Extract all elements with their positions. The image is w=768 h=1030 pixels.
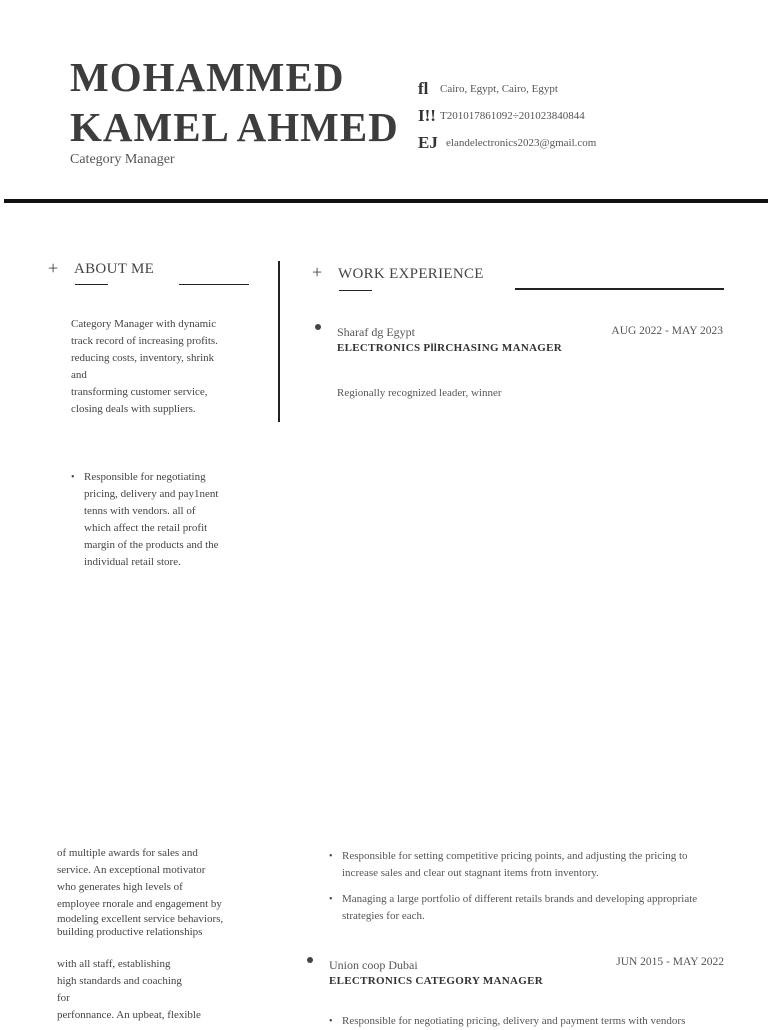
job-company: Union coop Dubai bbox=[329, 958, 418, 972]
about-continued bbox=[57, 845, 272, 939]
about-heading: ABOUT ME bbox=[74, 261, 155, 277]
about-bullet-line: margin of the products and the bbox=[84, 539, 219, 551]
job-title: ELECTRONICS CATEGORY MANAGER bbox=[329, 975, 543, 987]
job-bullet: • Responsible for setting competitive pricing points, and adjusting the pricing to increase sales and clear out stagnant items frotn inventory. bbox=[329, 848, 719, 882]
location-icon: fl bbox=[418, 79, 429, 98]
contact-phone bbox=[418, 105, 596, 127]
job-bullet: • Responsible for negotiating pricing, delivery and payment terms with vendors bbox=[329, 1013, 729, 1030]
job-bullets bbox=[329, 1013, 729, 1030]
job-dates: AUG 2022 - MAY 2023 bbox=[611, 325, 723, 337]
work-heading-underline bbox=[339, 290, 372, 291]
header-divider bbox=[4, 199, 768, 203]
job-title: ELECTRONICS PllRCHASING MANAGER bbox=[337, 342, 563, 354]
job-summary: Regionally recognized leader, winner bbox=[337, 387, 502, 399]
phone-icon: I!! bbox=[418, 106, 436, 125]
job-dates: JUN 2015 - MAY 2022 bbox=[616, 956, 724, 968]
timeline-dot bbox=[315, 324, 321, 330]
about-bullet bbox=[71, 469, 271, 571]
about-heading-underline bbox=[75, 284, 108, 285]
about-bullet-line: tenns with vendors. all of bbox=[84, 505, 196, 517]
timeline-dot bbox=[307, 957, 313, 963]
about-continued-line: high standards and coaching bbox=[57, 975, 182, 987]
work-heading-rule bbox=[515, 288, 724, 290]
about-heading-rule bbox=[179, 284, 249, 285]
candidate-title: Category Manager bbox=[70, 152, 175, 167]
job-bullet: • Managing a large portfolio of different retails brands and developing appropriate strategies for each. bbox=[329, 891, 719, 925]
about-plus-icon: + bbox=[48, 258, 59, 278]
about-line: closing deals with suppliers. bbox=[71, 403, 196, 415]
about-continued-line: service. An exceptional motivator bbox=[57, 864, 206, 876]
bullet-marker: • bbox=[71, 472, 75, 483]
about-line: Category Manager with dynamic bbox=[71, 318, 217, 330]
about-continued-line: with all staff, establishing bbox=[57, 958, 171, 970]
about-line: reducing costs, inventory, shrink bbox=[71, 352, 215, 364]
about-continued-2 bbox=[57, 956, 272, 1024]
contact-email-text: elandelectronics2023@gmail.com bbox=[446, 137, 597, 149]
about-continued-line: of multiple awards for sales and bbox=[57, 847, 198, 859]
about-line: transforming customer service, bbox=[71, 386, 208, 398]
about-continued-line: modeling excellent service behaviors, bbox=[57, 913, 224, 925]
about-continued-line: employee rnorale and engagement by bbox=[57, 898, 222, 910]
contact-list bbox=[418, 78, 596, 154]
work-plus-icon: + bbox=[312, 262, 323, 282]
about-bullet-line: Responsible for negotiating bbox=[84, 471, 206, 483]
job-company: Sharaf dg Egypt bbox=[337, 325, 415, 339]
about-continued-line: perfonnance. An upbeat, flexible bbox=[57, 1009, 201, 1021]
about-bullet-line: individual retail store. bbox=[84, 556, 181, 568]
about-line: track record of increasing profits. bbox=[71, 335, 218, 347]
about-line: and bbox=[71, 369, 87, 381]
about-bullet-line: pricing, delivery and pay1nent bbox=[84, 488, 219, 500]
about-continued-line: building productive relationships bbox=[57, 926, 203, 938]
contact-location-text: Cairo, Egypt, Cairo, Egypt bbox=[440, 83, 558, 95]
contact-email bbox=[418, 132, 596, 154]
work-heading: WORK EXPERIENCE bbox=[338, 266, 484, 282]
contact-location bbox=[418, 78, 596, 100]
about-bullet-line: which affect the retail profit bbox=[84, 522, 208, 534]
contact-phone-text: T201017861092÷201023840844 bbox=[440, 110, 585, 122]
email-icon: EJ bbox=[418, 133, 438, 152]
about-continued-line: who generates high levels of bbox=[57, 881, 183, 893]
about-paragraph bbox=[71, 316, 261, 418]
about-continued-line: for bbox=[57, 992, 70, 1004]
section-vertical-divider bbox=[278, 261, 280, 422]
job-bullets bbox=[329, 848, 719, 925]
candidate-name: MOHAMMED KAMEL AHMED bbox=[70, 54, 399, 150]
